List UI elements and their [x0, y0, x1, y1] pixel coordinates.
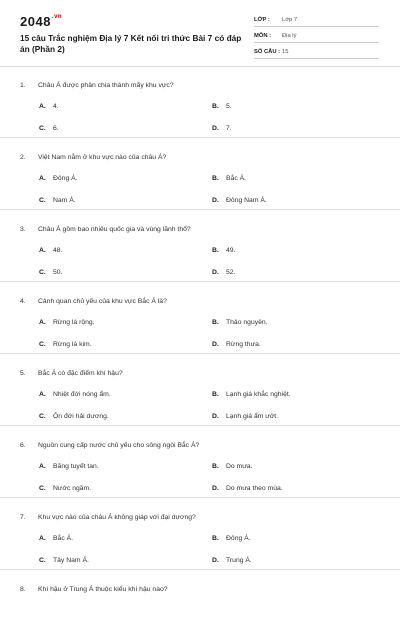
option-key: D.	[212, 269, 219, 276]
question-number: 3.	[20, 226, 26, 233]
option-text: 52.	[226, 269, 236, 276]
option-key: C.	[39, 125, 46, 132]
option-d[interactable]	[212, 197, 267, 204]
option-text: Đông Á.	[226, 535, 251, 542]
question-list	[0, 66, 400, 641]
option-key: D.	[212, 413, 219, 420]
question-label: Khu vực nào của châu Á không giáp với đại dương?	[38, 514, 196, 521]
meta-key: SỐ CÂU :	[254, 48, 281, 55]
option-a[interactable]	[39, 463, 99, 470]
option-key: A.	[39, 391, 46, 398]
option-key: B.	[212, 319, 219, 326]
page-header	[0, 0, 400, 67]
meta-value: Lớp 7	[282, 16, 298, 23]
option-text: Lạnh giá ẩm ướt.	[226, 413, 279, 420]
option-d[interactable]	[212, 341, 261, 348]
option-key: B.	[212, 535, 219, 542]
option-text: Bắc Á.	[226, 175, 247, 182]
question-label: Châu Á gồm bao nhiêu quốc gia và vùng lãnh thổ?	[38, 226, 191, 233]
option-text: Rừng lá rộng.	[53, 319, 95, 326]
option-key: A.	[39, 463, 46, 470]
question-number: 2.	[20, 154, 26, 161]
question-item	[0, 210, 400, 282]
option-key: B.	[212, 103, 219, 110]
question-number: 6.	[20, 442, 26, 449]
meta-key: MÔN :	[254, 32, 272, 39]
question-label: Nguồn cung cấp nước chủ yếu cho sông ngòi Bắc Á?	[38, 442, 200, 449]
question-text	[20, 586, 168, 593]
option-key: B.	[212, 391, 219, 398]
option-b[interactable]	[212, 463, 252, 470]
option-key: A.	[39, 175, 46, 182]
option-a[interactable]	[39, 247, 62, 254]
option-text: Tây Nam Á.	[53, 557, 89, 564]
option-b[interactable]	[212, 391, 291, 398]
option-text: Nam Á.	[53, 197, 76, 204]
option-key: B.	[212, 247, 219, 254]
meta-row-class	[254, 13, 379, 27]
logo-suffix: .vn	[51, 14, 63, 20]
option-c[interactable]	[39, 197, 76, 204]
option-c[interactable]	[39, 125, 59, 132]
option-key: C.	[39, 485, 46, 492]
option-key: A.	[39, 535, 46, 542]
question-item	[0, 282, 400, 354]
option-text: 4.	[53, 103, 59, 110]
option-key: C.	[39, 197, 46, 204]
document-title: 15 câu Trắc nghiệm Địa lý 7 Kết nối tri thức Bài 7 có đáp án (Phần 2)	[20, 33, 242, 54]
option-b[interactable]	[212, 175, 246, 182]
question-text	[20, 442, 199, 449]
question-label: Bắc Á có đặc điểm khí hậu?	[38, 370, 123, 377]
option-text: Băng tuyết tan.	[53, 463, 99, 470]
question-number: 1.	[20, 82, 26, 89]
option-a[interactable]	[39, 319, 95, 326]
option-d[interactable]	[212, 413, 278, 420]
option-text: Ôn đới hải dương.	[53, 413, 109, 420]
option-text: Bắc Á.	[53, 535, 74, 542]
option-b[interactable]	[212, 319, 268, 326]
option-text: 50.	[53, 269, 63, 276]
question-text	[20, 226, 191, 233]
option-text: 49.	[226, 247, 236, 254]
option-key: D.	[212, 125, 219, 132]
option-key: A.	[39, 103, 46, 110]
question-label: Cảnh quan chủ yếu của khu vực Bắc Á là?	[38, 298, 167, 305]
question-text	[20, 154, 166, 161]
option-text: Rừng lá kim.	[53, 341, 92, 348]
question-text	[20, 370, 123, 377]
option-key: B.	[212, 463, 219, 470]
option-c[interactable]	[39, 341, 92, 348]
option-key: C.	[39, 269, 46, 276]
question-number: 5.	[20, 370, 26, 377]
option-key: D.	[212, 557, 219, 564]
option-text: Trung Á.	[226, 557, 252, 564]
question-item	[0, 138, 400, 210]
option-a[interactable]	[39, 175, 78, 182]
option-c[interactable]	[39, 413, 109, 420]
option-d[interactable]	[212, 485, 283, 492]
question-number: 4.	[20, 298, 26, 305]
option-text: Đông Nam Á.	[226, 197, 267, 204]
option-text: 48.	[53, 247, 63, 254]
option-c[interactable]	[39, 485, 91, 492]
question-label: Khí hậu ở Trung Á thuộc kiểu khí hậu nào?	[38, 586, 168, 593]
question-label: Châu Á được phân chia thành mấy khu vực?	[38, 82, 174, 89]
option-key: C.	[39, 557, 46, 564]
logo-text: 2048	[20, 14, 51, 29]
option-text: Do mưa theo mùa.	[226, 485, 283, 492]
option-b[interactable]	[212, 247, 235, 254]
question-item	[0, 426, 400, 498]
meta-row-count	[254, 45, 379, 59]
option-key: A.	[39, 247, 46, 254]
question-text	[20, 514, 196, 521]
option-key: D.	[212, 197, 219, 204]
option-a[interactable]	[39, 391, 111, 398]
question-number: 8.	[20, 586, 26, 593]
question-item	[0, 498, 400, 570]
option-key: C.	[39, 341, 46, 348]
option-text: Đông Á.	[53, 175, 78, 182]
option-key: D.	[212, 341, 219, 348]
option-key: C.	[39, 413, 46, 420]
meta-row-subject	[254, 29, 379, 43]
option-c[interactable]	[39, 269, 62, 276]
option-text: 6.	[53, 125, 59, 132]
question-item	[0, 354, 400, 426]
option-text: Lạnh giá khắc nghiệt.	[226, 391, 291, 398]
meta-key: LỚP :	[254, 16, 270, 23]
option-d[interactable]	[212, 125, 232, 132]
option-c[interactable]	[39, 557, 89, 564]
option-text: Nước ngầm.	[53, 485, 92, 492]
option-d[interactable]	[212, 269, 235, 276]
question-text	[20, 82, 174, 89]
option-a[interactable]	[39, 535, 73, 542]
question-item	[0, 570, 400, 641]
question-text	[20, 298, 167, 305]
option-text: Do mưa.	[226, 463, 253, 470]
option-b[interactable]	[212, 103, 232, 110]
option-text: Thảo nguyên.	[226, 319, 268, 326]
option-b[interactable]	[212, 535, 251, 542]
question-number: 7.	[20, 514, 26, 521]
question-label: Việt Nam nằm ở khu vực nào của châu Á?	[38, 154, 167, 161]
option-text: 7.	[226, 125, 232, 132]
option-text: 5.	[226, 103, 232, 110]
meta-info	[254, 13, 379, 61]
option-text: Nhiệt đới nóng ẩm.	[53, 391, 111, 398]
question-item	[0, 66, 400, 138]
option-key: A.	[39, 319, 46, 326]
option-d[interactable]	[212, 557, 252, 564]
site-logo[interactable]	[20, 14, 62, 29]
option-a[interactable]	[39, 103, 59, 110]
meta-value: Địa lý	[282, 32, 297, 39]
option-key: D.	[212, 485, 219, 492]
option-key: B.	[212, 175, 219, 182]
meta-value: 15	[282, 48, 289, 55]
option-text: Rừng thưa.	[226, 341, 261, 348]
